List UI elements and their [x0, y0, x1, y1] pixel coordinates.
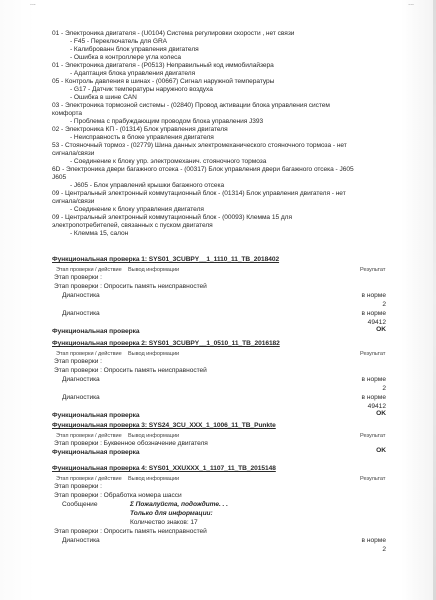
fault-line: J605: [52, 174, 67, 181]
fault-line: 6D - Электроника двери багажного отсека - (00317) Блок управления двери багажного отсека - J605: [52, 166, 354, 173]
check-title: Функциональная проверка 2: SYS01_3CUBPY__1_0510_11_TB_2016182: [52, 340, 280, 347]
col-info: Вывод информации: [128, 351, 180, 357]
check-row-value: в норме: [361, 394, 386, 401]
col-result: Результат: [360, 267, 386, 273]
fault-line: комфорта: [52, 110, 82, 117]
check-title: Функциональная проверка 4: SYS01_XXUXXX_1_1107_11_TB_2015148: [52, 465, 276, 472]
fault-line: - F45 - Переключатель для GRA: [70, 38, 167, 45]
check-result-ok: OK: [376, 410, 386, 417]
check-row-label: Этап проверки : Обработка номера шасси: [54, 492, 182, 499]
col-info: Вывод информации: [128, 476, 180, 482]
fault-line: 09 - Центральный электронный коммутационный блок - (00093) Клемма 15 для: [52, 214, 292, 221]
check-row-value: 49412: [367, 403, 386, 410]
check-row-label: Сообщение: [62, 501, 98, 508]
fault-line: - Неисправность в блоке управления двигателя: [70, 134, 214, 141]
fault-line: - Соединение к блоку управления двигателя: [70, 206, 204, 213]
check-row-label: Этап проверки :: [54, 483, 102, 490]
fault-line: - Калиброванн блок управления двигателя: [70, 46, 199, 53]
fault-line: 53 - Стояночный тормоз - (02779) Шина данных электромеханического стояночного тормоза - нет: [52, 142, 347, 149]
check-row-label: Диагностика: [62, 310, 100, 317]
col-result: Результат: [360, 476, 386, 482]
fault-line: 01 - Электроника двигателя - (P0513) Неправильный код иммобилайзера: [52, 62, 274, 69]
check-row-value: в норме: [361, 376, 386, 383]
col-info: Вывод информации: [128, 267, 180, 273]
check-row-label: Диагностика: [62, 537, 100, 544]
check-title: Функциональная проверка 3: SYS24_3CU_XXX_1_1006_11_TB_Punkte: [52, 422, 276, 429]
check-row-label: Этап проверки :: [54, 358, 102, 365]
header-left: ...: [30, 0, 36, 7]
check-result-ok: OK: [376, 326, 386, 333]
check-row-value: 2: [382, 385, 386, 392]
fault-line: - Соединение к блоку упр. электромеханич. стояночного тормоза: [70, 158, 267, 165]
check-row-info: Σ Пожалуйста, подождите. . .: [130, 501, 228, 508]
col-info: Вывод информации: [128, 433, 180, 439]
fault-line: сигнала/связи: [52, 198, 95, 205]
check-row-label: Этап проверки :: [54, 274, 102, 281]
col-step: Этап проверки / действие: [56, 433, 122, 439]
check-footer: Функциональная проверка: [52, 449, 140, 456]
col-step: Этап проверки / действие: [56, 476, 122, 482]
col-step: Этап проверки / действие: [56, 351, 122, 357]
check-row-value: в норме: [361, 310, 386, 317]
fault-line: - Ошибка в шине CAN: [70, 94, 137, 101]
check-row-value: в норме: [361, 292, 386, 299]
check-row-label: Этап проверки : Опросить память неисправностей: [54, 367, 207, 374]
check-row-info: Только для информации:: [130, 510, 213, 517]
check-title: Функциональная проверка 1: SYS01_3CUBPY__1_1110_11_TB_2018402: [52, 256, 280, 263]
col-result: Результат: [360, 351, 386, 357]
fault-line: 01 - Электроника двигателя - (U0104) Система регулировки скорости , нет связи: [52, 30, 295, 37]
header-right: ...: [408, 0, 414, 7]
fault-line: - Адаптация блока управления двигателя: [70, 70, 196, 77]
check-row-value: 2: [382, 546, 386, 553]
fault-line: сигнала/связи: [52, 150, 95, 157]
check-row-info: Количество знаков: 17: [130, 519, 198, 526]
fault-line: 05 - Контроль давления в шинах - (00667) Сигнал наружной температуры: [52, 78, 275, 85]
fault-line: 03 - Электроника тормозной системы - (02840) Провод активации блока управления систем: [52, 102, 330, 109]
check-footer: Функциональная проверка: [52, 412, 140, 419]
fault-line: 09 - Центральный электронный коммутационный блок - (01314) Блок управления двигателя - нет: [52, 190, 346, 197]
check-row-label: Диагностика: [62, 394, 100, 401]
check-row-label: Диагностика: [62, 376, 100, 383]
fault-line: - Проблема с прабуждающим проводом блока управления J393: [70, 118, 264, 125]
check-row-label: Этап проверки : Опросить память неисправностей: [54, 283, 207, 290]
check-footer: Функциональная проверка: [52, 328, 140, 335]
fault-line: - G17 - Датчик температуры наружного воздуха: [70, 86, 213, 93]
check-result-ok: OK: [376, 447, 386, 454]
col-result: Результат: [360, 433, 386, 439]
fault-line: 02 - Электроника КП - (01314) Блок управления двигателя: [52, 126, 228, 133]
check-row-value: в норме: [361, 537, 386, 544]
check-row-label: Этап проверки : Буквенное обозначение двигателя: [54, 440, 208, 447]
fault-line: - Клемма 15, салон: [70, 230, 129, 237]
check-row-value: 49412: [367, 319, 386, 326]
check-row-label: Диагностика: [62, 292, 100, 299]
fault-line: - J605 - Блок управлений крышки багажного отсека: [70, 182, 225, 189]
check-row-label: Этап проверки : Опросить память неисправностей: [54, 528, 207, 535]
col-step: Этап проверки / действие: [56, 267, 122, 273]
fault-line: электропотребителей, связанных с пуском двигателя: [52, 222, 213, 229]
fault-line: - Ошибка в контроллере угла колеса: [70, 54, 181, 61]
check-row-value: 2: [382, 301, 386, 308]
